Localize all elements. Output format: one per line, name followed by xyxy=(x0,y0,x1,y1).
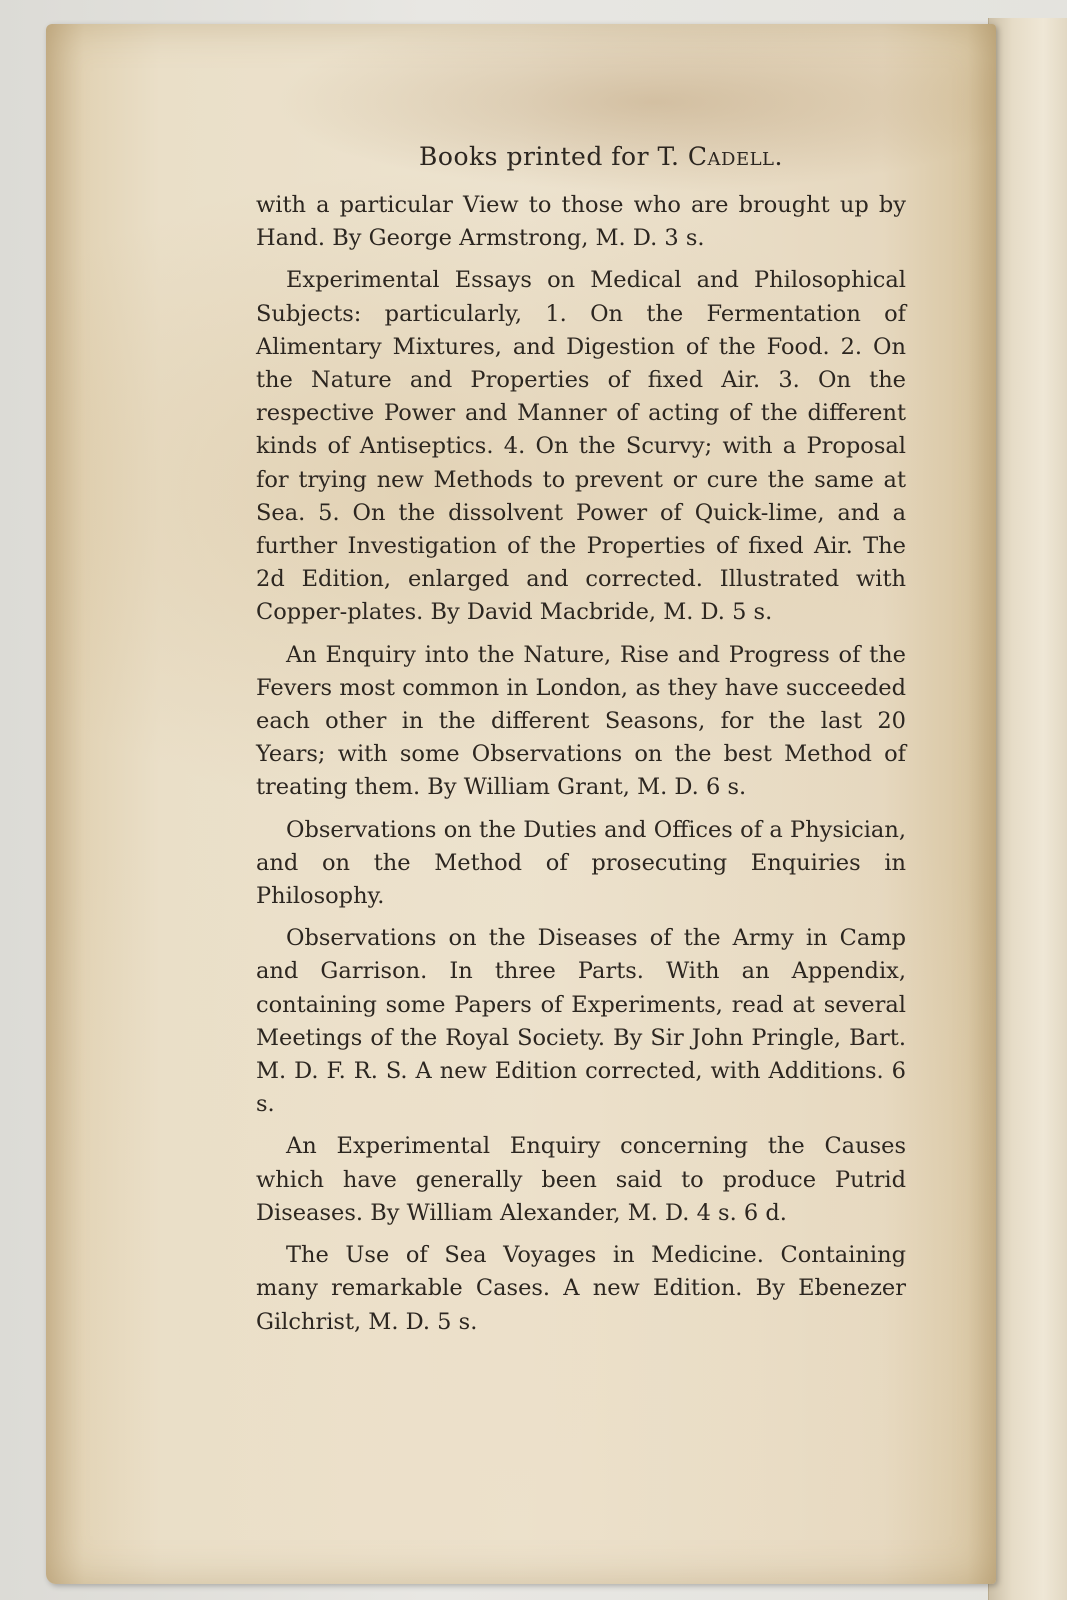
book-entry-pringle: Observations on the Diseases of the Army in Camp and Garrison. In three Parts. With an Appendix, containing some Papers of Experiments, read at several Meetings of the Royal Society. By Sir John Pringle, Bart. M. D. F. R. S. A new Edition corrected, with Additions. 6 s. xyxy=(256,925,906,1118)
page-text-block xyxy=(256,142,906,1348)
running-head xyxy=(256,142,906,171)
underlying-page-edge xyxy=(988,18,1067,1600)
running-head-prefix: Books printed for T. xyxy=(419,142,680,171)
running-head-name: Cadell. xyxy=(687,142,783,171)
book-page xyxy=(46,24,996,1584)
book-entry-grant: An Enquiry into the Nature, Rise and Progress of the Fevers most common in London, as they have succeeded each other in the different Seasons, for the last 20 Years; with some Observations on the best Method of treating them. By William Grant, M. D. 6 s. xyxy=(256,641,906,801)
book-entry-physician-duties: Observations on the Duties and Offices of a Physician, and on the Method of prosecuting Enquiries in Philosophy. xyxy=(256,816,906,910)
book-entry-alexander: An Experimental Enquiry concerning the Causes which have generally been said to produce Putrid Diseases. By William Alexander, M. D. 4 s. 6 d. xyxy=(256,1133,906,1226)
book-entry-macbride: Experimental Essays on Medical and Philosophical Subjects: particularly, 1. On the Fermentation of Alimentary Mixtures, and Digestion of the Food. 2. On the Nature and Properties of fixed Air. 3. On the respective Power and Manner of acting of the different kinds of Antiseptics. 4. On the Scurvy; with a Proposal for trying new Methods to prevent or cure the same at Sea. 5. On the dissolvent Power of Quick-lime, and a further Investigation of the Properties of fixed Air. The 2d Edition, enlarged and corrected. Illustrated with Copper-plates. By David Macbride, M. D. 5 s. xyxy=(256,267,906,626)
book-entry-gilchrist: The Use of Sea Voyages in Medicine. Containing many remarkable Cases. A new Edition. By Ebenezer Gilchrist, M. D. 5 s. xyxy=(256,1242,906,1335)
book-entry-armstrong: with a particular View to those who are brought up by Hand. By George Armstrong, M. D. 3 s. xyxy=(256,192,906,252)
